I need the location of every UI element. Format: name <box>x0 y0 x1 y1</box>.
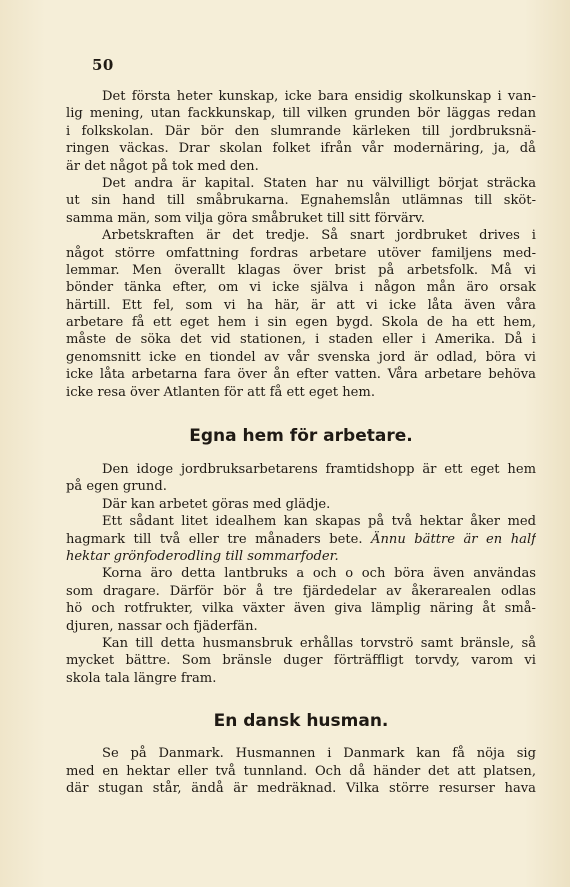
text-line: samma män, som vilja göra småbruket till sitt förvärv. <box>66 210 425 226</box>
text-line: i folkskolan. Där bör den slumrande kärleken till jordbruksnä- <box>66 123 536 139</box>
italic-text-run: Ännu bättre är en half <box>371 531 536 547</box>
paragraph <box>66 745 536 797</box>
italic-text-line: hektar grönfoderodling till sommarfoder. <box>66 548 339 564</box>
text-line: Arbetskraften är det tredje. Så snart jordbruket drives i <box>102 228 536 244</box>
text-line: hö och rotfrukter, vilka växter även giva lämplig näring åt små- <box>66 601 536 617</box>
text-line: är det något på tok med den. <box>66 158 259 174</box>
text-line: icke resa över Atlanten för att få ett eget hem. <box>66 384 375 400</box>
paragraph <box>66 461 536 496</box>
text-line: något större omfattning fordras arbetare utöver familjens med- <box>66 245 536 261</box>
text-line: på egen grund. <box>66 479 167 495</box>
text-line: lemmar. Men överallt klagas över brist på arbetsfolk. Må vi <box>66 262 536 278</box>
text-line: Ett sådant litet idealhem kan skapas på två hektar åker med <box>102 514 536 530</box>
text-line: som dragare. Därför bör å tre fjärdedelar av åkerarealen odlas <box>66 583 536 599</box>
text-line: Den idoge jordbruksarbetarens framtidshopp är ett eget hem <box>102 462 536 478</box>
paragraph <box>66 565 536 635</box>
paragraph <box>66 175 536 227</box>
paragraph <box>66 496 536 513</box>
section-heading: En dansk husman. <box>213 711 389 732</box>
section-heading: Egna hem för arbetare. <box>189 426 413 447</box>
text-line: bönder tänka efter, om vi icke själva i någon mån äro orsak <box>66 280 536 296</box>
paragraph <box>66 227 536 401</box>
text-line: härtill. Ett fel, som vi ha här, är att vi icke låta även våra <box>66 297 536 313</box>
spacer <box>66 732 536 745</box>
text-run: hagmark till två eller tre månaders bete. <box>66 531 363 547</box>
paragraph <box>66 513 536 565</box>
text-line: Kan till detta husmansbruk erhållas torvströ samt bränsle, så <box>102 635 536 651</box>
text-line: djuren, nassar och fjäderfän. <box>66 618 258 634</box>
spacer <box>66 687 536 710</box>
text-line <box>66 531 536 548</box>
text-line: Det andra är kapital. Staten har nu välvilligt börjat sträcka <box>102 175 536 191</box>
paragraph <box>66 635 536 687</box>
text-line: ut sin hand till småbrukarna. Egnahemslån utlämnas till sköt- <box>66 193 536 209</box>
paragraph <box>66 88 536 175</box>
text-line: måste de söka det vid stationen, i staden eller i Amerika. Då i <box>66 332 536 348</box>
spacer <box>66 447 536 461</box>
text-line: arbetare få ett eget hem i sin egen bygd. Skola de ha ett hem, <box>66 315 536 331</box>
text-line: Korna äro detta lantbruks a och o och böra även användas <box>102 566 536 582</box>
text-line: ringen väckas. Drar skolan folket ifrån vår modernäring, ja, då <box>66 141 536 157</box>
text-line: Där kan arbetet göras med glädje. <box>102 496 331 512</box>
page-number: 50 <box>92 56 114 74</box>
text-line: Det första heter kunskap, icke bara ensidig skolkunskap i van- <box>102 89 536 104</box>
text-line: där stugan står, ändå är medräknad. Vilka större resurser hava <box>66 780 536 796</box>
text-line: mycket bättre. Som bränsle duger förträffligt torvdy, varom vi <box>66 653 536 669</box>
text-line: icke låta arbetarna fara över ån efter vatten. Våra arbetare behöva <box>66 367 536 383</box>
text-line: lig mening, utan fackkunskap, till vilken grunden bör läggas redan <box>66 106 536 122</box>
text-line: genomsnitt icke en tiondel av vår svenska jord är odlad, böra vi <box>66 349 536 365</box>
spacer <box>66 401 536 425</box>
text-line: Se på Danmark. Husmannen i Danmark kan få nöja sig <box>102 746 536 762</box>
text-line: med en hektar eller två tunnland. Och då händer det att platsen, <box>66 763 536 779</box>
text-line: skola tala längre fram. <box>66 670 217 686</box>
page-text <box>66 88 536 797</box>
